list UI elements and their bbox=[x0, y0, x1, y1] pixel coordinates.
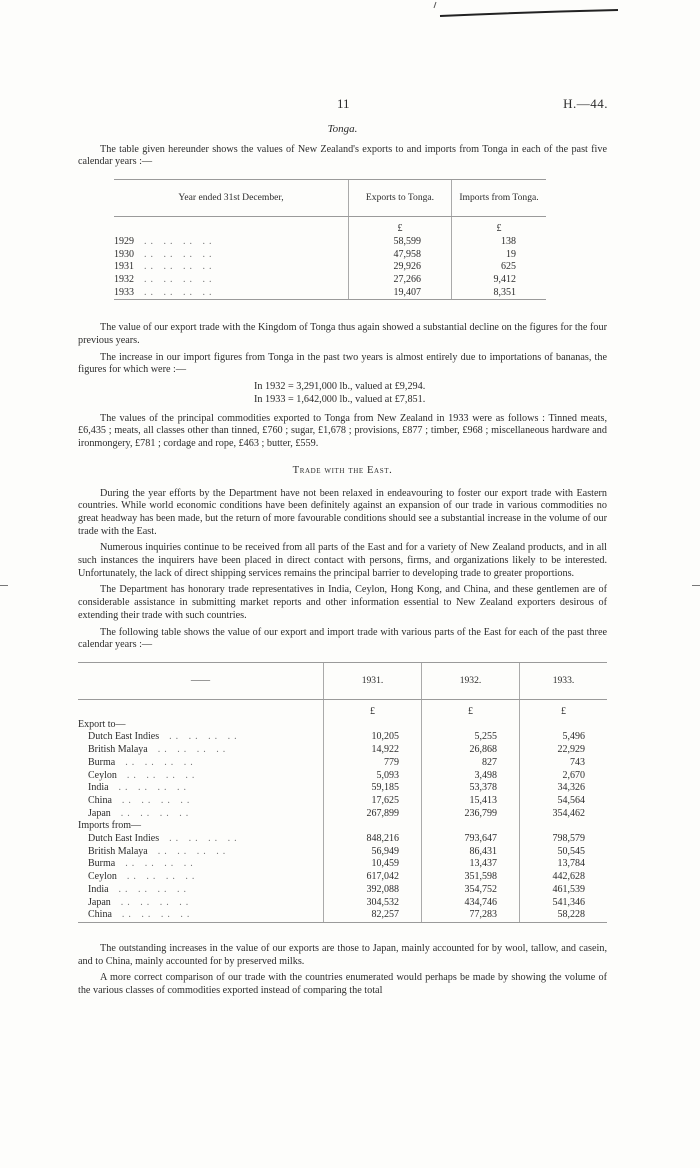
country-label: Japan bbox=[88, 896, 111, 908]
value-cell-1933: 798,579 bbox=[520, 833, 608, 846]
year-cell bbox=[114, 249, 349, 262]
year-label: 1931 bbox=[114, 261, 134, 273]
country-cell bbox=[78, 744, 324, 757]
section-title-east: Trade with the East. bbox=[292, 464, 393, 476]
tonga-paragraph-1: The value of our export trade with the Kingdom of Tonga thus again showed a substantial decline on the figures for the four previous years. bbox=[78, 322, 607, 347]
east-paragraph-5: The outstanding increases in the value of our exports are those to Japan, mainly accounted for by wool, tallow, and casein, and to China, mainly accounted for by preserved milks. bbox=[78, 942, 607, 967]
east-paragraph-4: The following table shows the value of our export and import trade with various parts of the East for each of the past three calendar years :— bbox=[78, 626, 607, 651]
table-row bbox=[78, 795, 607, 808]
empty-cell bbox=[422, 719, 520, 732]
value-cell-1931: 617,042 bbox=[324, 871, 422, 884]
value-cell-1931: 392,088 bbox=[324, 884, 422, 897]
imports-cell: 138 bbox=[452, 236, 547, 249]
country-label: India bbox=[88, 782, 109, 794]
value-cell-1932: 13,437 bbox=[422, 858, 520, 871]
column-header-blank: —— bbox=[78, 662, 324, 699]
value-cell-1932: 77,283 bbox=[422, 909, 520, 922]
east-paragraph-3: The Department has honorary trade representatives in India, Ceylon, Hong Kong, and China, and these gentlemen are of considerable assistance in submitting market reports and other information essential to New Zealand exporters desirous of extending their trade with such countries. bbox=[78, 584, 607, 621]
east-trade-table bbox=[78, 662, 607, 923]
table-row bbox=[78, 744, 607, 757]
page-header bbox=[0, 96, 700, 116]
country-cell bbox=[78, 782, 324, 795]
country-cell bbox=[78, 871, 324, 884]
unit-label: £ bbox=[324, 699, 422, 718]
year-cell bbox=[114, 287, 349, 300]
scan-artifact-mark bbox=[430, 0, 620, 24]
year-cell bbox=[114, 274, 349, 287]
exports-cell: 19,407 bbox=[349, 287, 452, 300]
value-cell-1931: 10,205 bbox=[324, 731, 422, 744]
table-row bbox=[78, 833, 607, 846]
value-cell-1931: 267,899 bbox=[324, 808, 422, 821]
value-cell-1931: 10,459 bbox=[324, 858, 422, 871]
country-cell bbox=[78, 770, 324, 783]
year-label: 1933 bbox=[114, 286, 134, 298]
document-reference: H.—44. bbox=[563, 96, 608, 111]
value-cell-1932: 86,431 bbox=[422, 846, 520, 859]
country-label: Ceylon bbox=[88, 871, 117, 883]
country-label: China bbox=[88, 794, 112, 806]
leader-dots: .. .. .. .. bbox=[126, 871, 199, 883]
unit-label: £ bbox=[520, 699, 608, 718]
leader-dots: .. .. .. .. bbox=[126, 769, 199, 781]
leader-dots: .. .. .. .. bbox=[121, 794, 194, 806]
leader-dots: .. .. .. .. bbox=[118, 883, 191, 895]
country-label: Burma bbox=[88, 858, 116, 870]
value-cell-1932: 793,647 bbox=[422, 833, 520, 846]
country-cell bbox=[78, 897, 324, 910]
table-row bbox=[78, 909, 607, 922]
country-label: India bbox=[88, 883, 109, 895]
table-row bbox=[114, 274, 546, 287]
table-row bbox=[78, 846, 607, 859]
value-cell-1933: 54,564 bbox=[520, 795, 608, 808]
empty-cell bbox=[324, 719, 422, 732]
leader-dots: .. .. .. .. bbox=[125, 858, 197, 870]
country-cell bbox=[78, 808, 324, 821]
leader-dots: .. .. .. .. bbox=[144, 286, 216, 298]
value-cell-1933: 13,784 bbox=[520, 858, 608, 871]
east-paragraph-2: Numerous inquiries continue to be received from all parts of the East and for a variety of New Zealand products, and in all such instances the inquirers have been placed in direct contact with persons, firms, and organizations likely to be interested. Unfortunately, the lack of direct shipping services remains the principal barrier to developing trade to greater proportions. bbox=[78, 542, 607, 579]
value-cell-1931: 82,257 bbox=[324, 909, 422, 922]
year-label: 1929 bbox=[114, 235, 134, 247]
value-cell-1932: 827 bbox=[422, 757, 520, 770]
country-label: Burma bbox=[88, 756, 116, 768]
value-cell-1931: 848,216 bbox=[324, 833, 422, 846]
value-cell-1932: 434,746 bbox=[422, 897, 520, 910]
table-row bbox=[78, 871, 607, 884]
value-cell-1933: 22,929 bbox=[520, 744, 608, 757]
country-cell bbox=[78, 884, 324, 897]
tonga-intro: The table given hereunder shows the values of New Zealand's exports to and imports from Tonga in each of the past five calendar years :— bbox=[78, 143, 607, 168]
country-label: China bbox=[88, 909, 112, 921]
country-cell bbox=[78, 909, 324, 922]
country-cell bbox=[78, 846, 324, 859]
value-cell-1933: 461,539 bbox=[520, 884, 608, 897]
margin-mark bbox=[692, 585, 700, 586]
table-row bbox=[78, 731, 607, 744]
value-cell-1933: 5,496 bbox=[520, 731, 608, 744]
unit-label: £ bbox=[452, 217, 547, 236]
exports-cell: 27,266 bbox=[349, 274, 452, 287]
country-label: Dutch East Indies bbox=[88, 833, 160, 845]
group-label: Export to— bbox=[78, 718, 126, 730]
country-cell bbox=[78, 757, 324, 770]
value-cell-1932: 5,255 bbox=[422, 731, 520, 744]
table-row bbox=[114, 236, 546, 249]
year-cell bbox=[114, 236, 349, 249]
table-row bbox=[78, 782, 607, 795]
table-row bbox=[114, 261, 546, 274]
table-row bbox=[78, 770, 607, 783]
value-cell-1931: 14,922 bbox=[324, 744, 422, 757]
imports-cell: 625 bbox=[452, 261, 547, 274]
leader-dots: .. .. .. .. bbox=[157, 744, 230, 756]
empty-cell bbox=[520, 820, 608, 833]
east-paragraph-1: During the year efforts by the Department have not been relaxed in endeavouring to foster our export trade with Eastern countries. While world economic conditions have been definitely against an expansion of our trade in various commodities no great headway has been made, but the return of more favourable conditions should see a substantial increase in the volume of our trade with the East. bbox=[78, 487, 607, 537]
country-cell bbox=[78, 731, 324, 744]
value-cell-1931: 59,185 bbox=[324, 782, 422, 795]
value-cell-1932: 351,598 bbox=[422, 871, 520, 884]
value-cell-1931: 5,093 bbox=[324, 770, 422, 783]
banana-figure-1932: In 1932 = 3,291,000 lb., valued at £9,294. bbox=[254, 381, 426, 393]
country-label: Dutch East Indies bbox=[88, 731, 160, 743]
table-row bbox=[78, 897, 607, 910]
column-header-exports: Exports to Tonga. bbox=[349, 180, 452, 217]
empty-cell bbox=[324, 820, 422, 833]
value-cell-1931: 304,532 bbox=[324, 897, 422, 910]
document-body bbox=[78, 123, 607, 1002]
value-cell-1931: 56,949 bbox=[324, 846, 422, 859]
column-header-1933: 1933. bbox=[520, 662, 608, 699]
table-row bbox=[78, 884, 607, 897]
unit-label: £ bbox=[349, 217, 452, 236]
exports-cell: 58,599 bbox=[349, 236, 452, 249]
value-cell-1933: 354,462 bbox=[520, 808, 608, 821]
country-label: British Malaya bbox=[88, 845, 148, 857]
imports-cell: 9,412 bbox=[452, 274, 547, 287]
value-cell-1931: 17,625 bbox=[324, 795, 422, 808]
page-number: 11 bbox=[337, 96, 350, 111]
table-row bbox=[114, 287, 546, 300]
value-cell-1933: 442,628 bbox=[520, 871, 608, 884]
group-row bbox=[78, 719, 607, 732]
table-row bbox=[78, 858, 607, 871]
leader-dots: .. .. .. .. bbox=[144, 248, 216, 260]
banana-figure-1933: In 1933 = 1,642,000 lb., valued at £7,851. bbox=[254, 393, 426, 405]
value-cell-1933: 50,545 bbox=[520, 846, 608, 859]
empty-cell bbox=[422, 820, 520, 833]
leader-dots: .. .. .. .. bbox=[121, 909, 194, 921]
leader-dots: .. .. .. .. bbox=[144, 235, 216, 247]
year-label: 1932 bbox=[114, 273, 134, 285]
tonga-paragraph-2: The increase in our import figures from Tonga in the past two years is almost entirely due to importations of bananas, the figures for which were :— bbox=[78, 351, 607, 376]
banana-figures bbox=[254, 381, 607, 407]
margin-mark bbox=[0, 585, 8, 586]
value-cell-1932: 53,378 bbox=[422, 782, 520, 795]
table-row bbox=[78, 808, 607, 821]
country-label: British Malaya bbox=[88, 744, 148, 756]
leader-dots: .. .. .. .. bbox=[125, 756, 197, 768]
table-row bbox=[78, 757, 607, 770]
column-header-imports: Imports from Tonga. bbox=[452, 180, 547, 217]
column-header-year: Year ended 31st December, bbox=[114, 180, 349, 217]
value-cell-1933: 34,326 bbox=[520, 782, 608, 795]
value-cell-1932: 15,413 bbox=[422, 795, 520, 808]
group-label: Imports from— bbox=[78, 820, 142, 832]
imports-cell: 8,351 bbox=[452, 287, 547, 300]
tonga-paragraph-3: The values of the principal commodities exported to Tonga from New Zealand in 1933 were as follows : Tinned meats, £6,435 ; meats, all classes other than tinned, £760 ; sugar, £1,678 ; provisions, £877 ; timber, £968 ; miscellaneous hardware and ironmongery, £781 ; cordage and rope, £463 ; butter, £559. bbox=[78, 412, 607, 450]
value-cell-1933: 2,670 bbox=[520, 770, 608, 783]
empty-cell bbox=[520, 719, 608, 732]
country-cell bbox=[78, 858, 324, 871]
country-cell bbox=[78, 795, 324, 808]
group-row bbox=[78, 820, 607, 833]
value-cell-1932: 354,752 bbox=[422, 884, 520, 897]
value-cell-1931: 779 bbox=[324, 757, 422, 770]
leader-dots: .. .. .. .. bbox=[118, 782, 191, 794]
country-label: Japan bbox=[88, 807, 111, 819]
leader-dots: .. .. .. .. bbox=[144, 273, 216, 285]
country-label: Ceylon bbox=[88, 769, 117, 781]
value-cell-1932: 236,799 bbox=[422, 808, 520, 821]
leader-dots: .. .. .. .. bbox=[120, 896, 193, 908]
leader-dots: .. .. .. .. bbox=[169, 833, 241, 845]
value-cell-1932: 3,498 bbox=[422, 770, 520, 783]
tonga-trade-table bbox=[114, 179, 546, 300]
leader-dots: .. .. .. .. bbox=[157, 845, 230, 857]
table-row bbox=[114, 249, 546, 262]
exports-cell: 29,926 bbox=[349, 261, 452, 274]
year-label: 1930 bbox=[114, 248, 134, 260]
country-cell bbox=[78, 833, 324, 846]
exports-cell: 47,958 bbox=[349, 249, 452, 262]
value-cell-1933: 541,346 bbox=[520, 897, 608, 910]
leader-dots: .. .. .. .. bbox=[120, 807, 193, 819]
column-header-1931: 1931. bbox=[324, 662, 422, 699]
unit-label: £ bbox=[422, 699, 520, 718]
section-title-tonga: Tonga. bbox=[327, 123, 358, 135]
year-cell bbox=[114, 261, 349, 274]
leader-dots: .. .. .. .. bbox=[144, 261, 216, 273]
leader-dots: .. .. .. .. bbox=[169, 731, 241, 743]
column-header-1932: 1932. bbox=[422, 662, 520, 699]
value-cell-1933: 58,228 bbox=[520, 909, 608, 922]
value-cell-1933: 743 bbox=[520, 757, 608, 770]
imports-cell: 19 bbox=[452, 249, 547, 262]
value-cell-1932: 26,868 bbox=[422, 744, 520, 757]
east-paragraph-6: A more correct comparison of our trade with the countries enumerated would perhaps be made by showing the volume of the various classes of commodities exported instead of comparing the total bbox=[78, 972, 607, 997]
